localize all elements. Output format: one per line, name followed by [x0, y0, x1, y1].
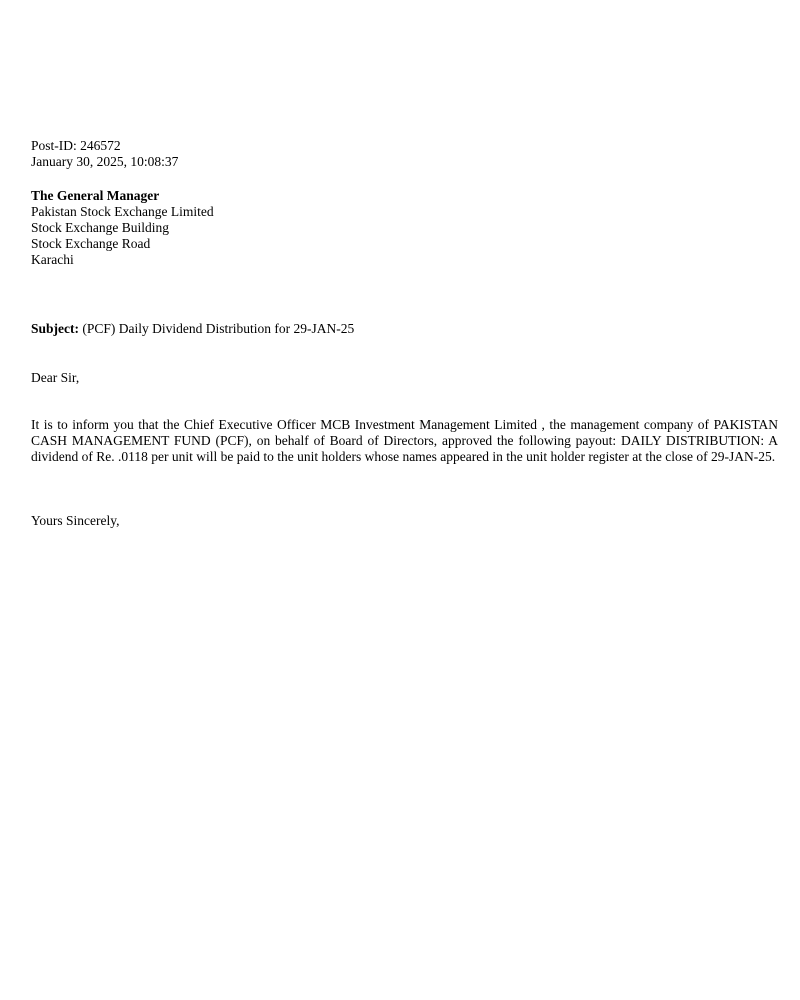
recipient-line: Pakistan Stock Exchange Limited — [31, 204, 214, 219]
post-id: Post-ID: 246572 — [31, 138, 121, 153]
letter-meta — [31, 138, 778, 170]
subject-text: (PCF) Daily Dividend Distribution for 29-JAN-25 — [79, 321, 355, 336]
recipient-line: Karachi — [31, 252, 74, 267]
recipient-address — [31, 188, 778, 268]
letter-datetime: January 30, 2025, 10:08:37 — [31, 154, 179, 169]
recipient-line: Stock Exchange Building — [31, 220, 169, 235]
subject-label: Subject: — [31, 321, 79, 336]
salutation — [31, 370, 778, 386]
recipient-line: Stock Exchange Road — [31, 236, 151, 251]
closing — [31, 513, 778, 529]
salutation-text: Dear Sir, — [31, 370, 80, 385]
subject-line — [31, 320, 778, 338]
recipient-title: The General Manager — [31, 188, 160, 203]
closing-text: Yours Sincerely, — [31, 513, 120, 528]
letter-body: It is to inform you that the Chief Executive Officer MCB Investment Management Limited , the management company of PAKISTAN CASH MANAGEMENT FUND (PCF), on behalf of Board of Directors, approved the following payout: DAILY DISTRIBUTION: A dividend of Re. .0118 per unit will be paid to the unit holders whose names appeared in the unit holder register at the close of 29-JAN-25. — [31, 417, 778, 464]
